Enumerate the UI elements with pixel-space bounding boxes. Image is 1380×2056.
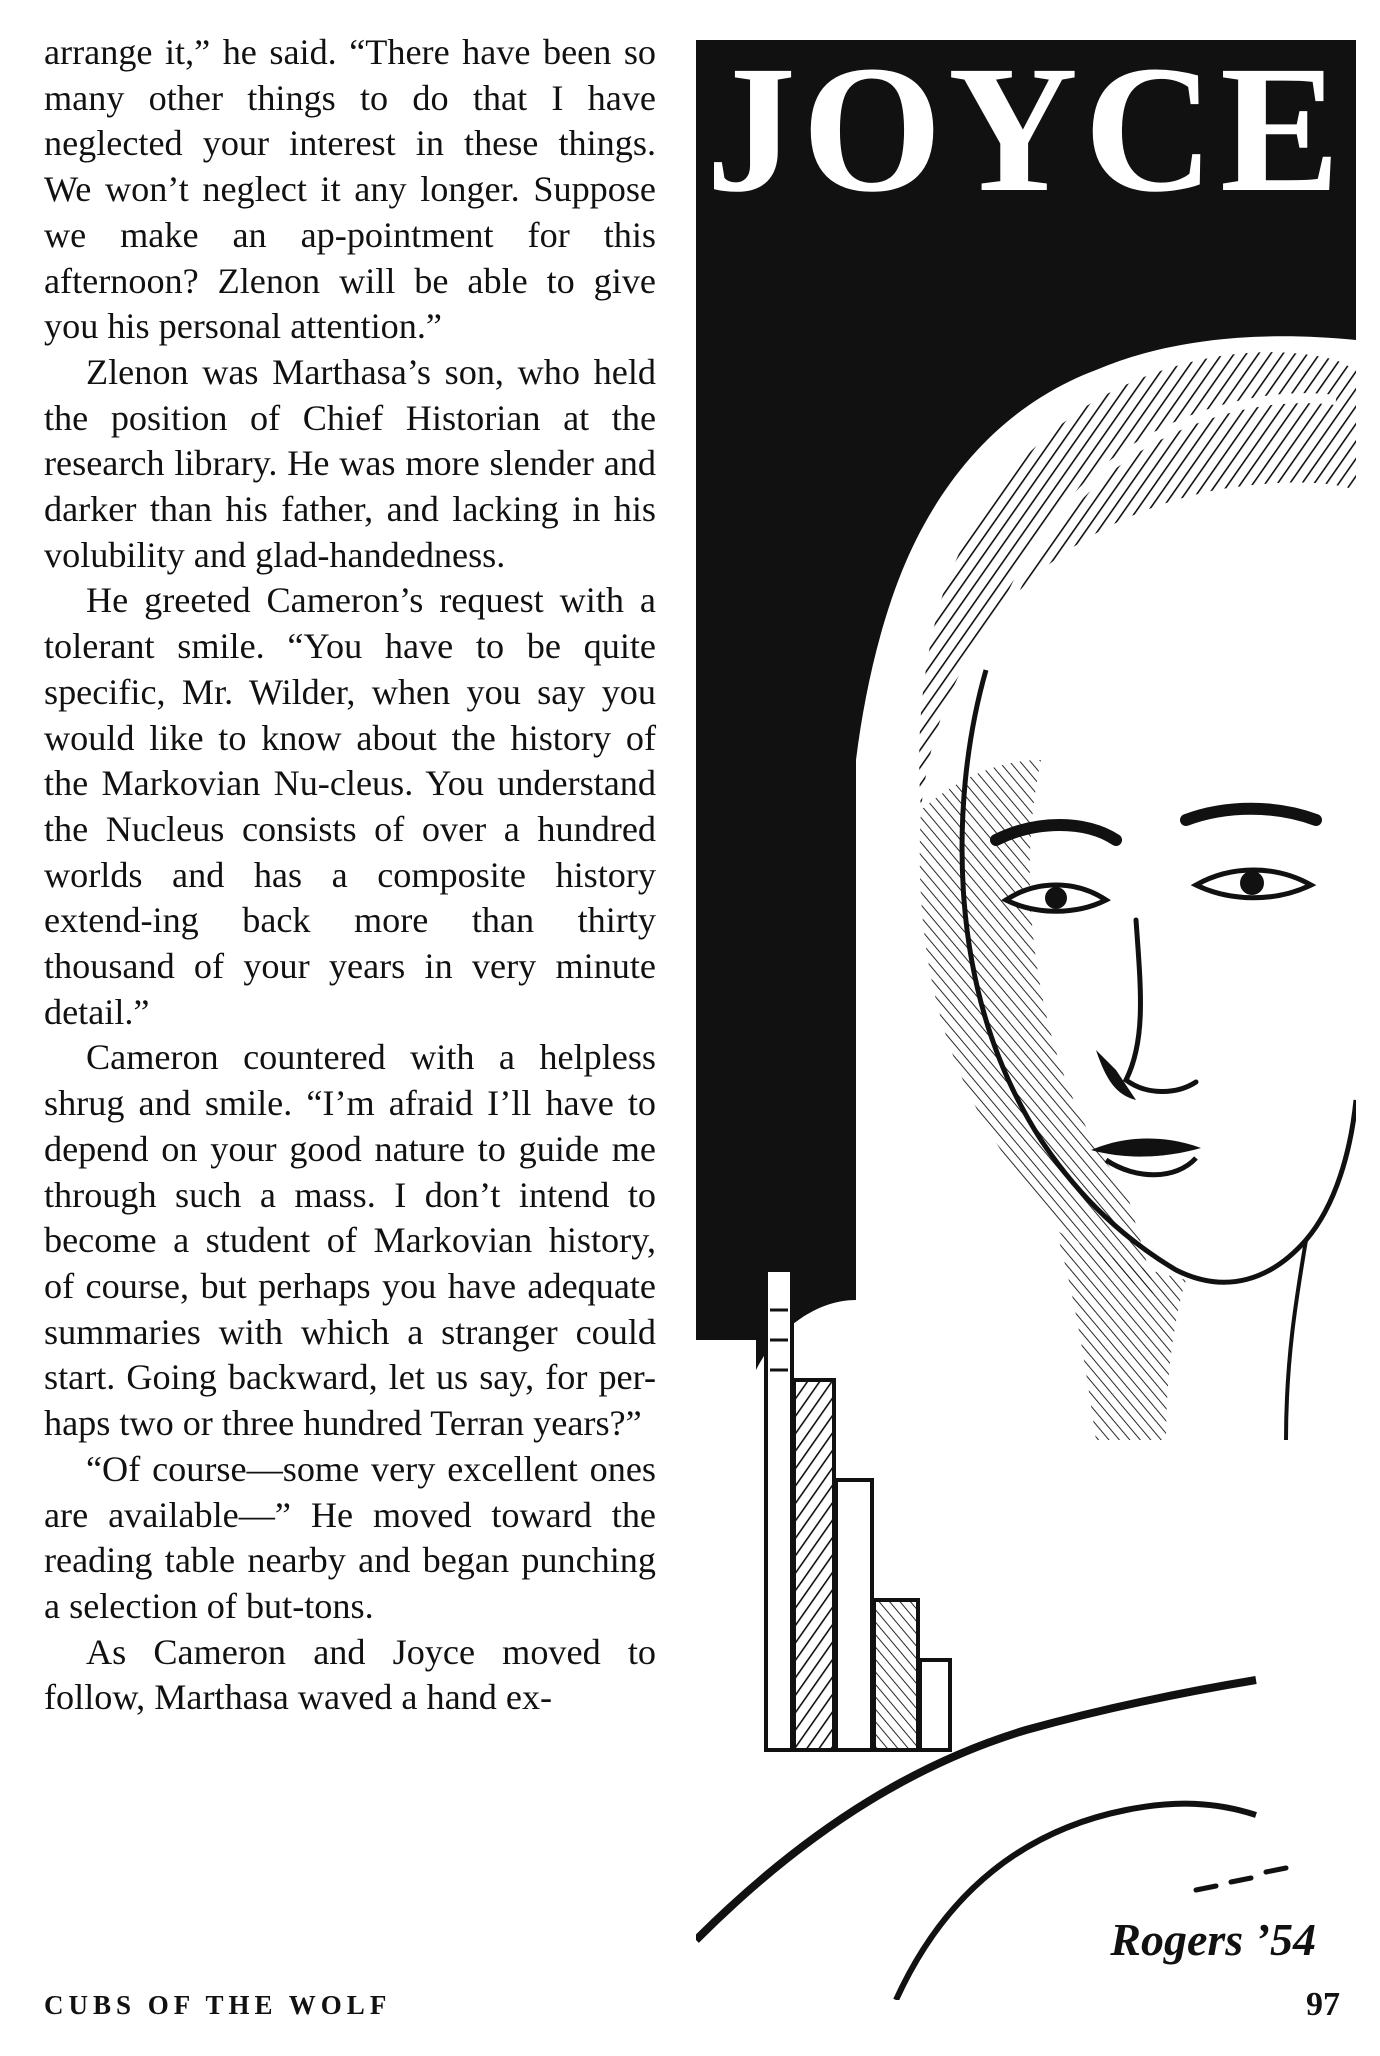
artist-signature: Rogers ’54: [1110, 1914, 1316, 1965]
running-head: CUBS OF THE WOLF: [44, 1990, 392, 2020]
page-number: 97: [1306, 1986, 1340, 2023]
jaw-line-right: [1286, 1240, 1306, 1440]
portrait-drawing: [696, 40, 1356, 2000]
paragraph: He greeted Cameron’s request with a tolerant smile. “You have to be quite specific, Mr. Wilder, when you say you would like to know about the history of the Markovian Nu-cleus. You understand the Nucleus consists of over a hundred worlds and has a composite history extend-ing back more than thirty thousand of your years in very minute detail.”: [44, 580, 656, 1032]
lower-lip: [1106, 1158, 1196, 1175]
paragraph: As Cameron and Joyce moved to follow, Marthasa waved a hand ex-: [44, 1631, 656, 1718]
city-towers: [766, 1270, 950, 1750]
illustration-title: JOYCE: [706, 40, 1346, 230]
paragraph: arrange it,” he said. “There have been so many other things to do that I have neglected your interest in these things. We won’t neglect it any longer. Suppose we make an ap-pointment for this afternoon? Zlenon will be able to give you his personal attention.”: [44, 32, 656, 347]
left-eyebrow: [996, 825, 1116, 840]
page-footer: [44, 1986, 1340, 2034]
upper-lip: [1091, 1138, 1201, 1156]
garment-curve: [896, 1804, 1256, 2000]
garment-dashes: [1196, 1868, 1286, 1890]
paragraph: Cameron countered with a helpless shrug and smile. “I’m afraid I’ll have to depend on your good nature to guide me through such a mass. I don’t intend to become a student of Markovian history, of course, but perhaps you have adequate summaries with which a stranger could start. Going backward, let us say, for per-haps two or three hundred Terran years?”: [44, 1037, 656, 1444]
nose: [1126, 920, 1196, 1092]
left-iris: [1045, 887, 1067, 909]
paragraph: Zlenon was Marthasa’s son, who held the position of Chief Historian at the research library. He was more slender and darker than his father, and lacking in his volubility and glad-handedness.: [44, 351, 656, 575]
story-text-column: [44, 30, 656, 1955]
right-eyebrow: [1186, 809, 1316, 820]
paragraph: “Of course—some very excellent ones are available—” He moved toward the reading table nearby and began punching a selection of but-tons.: [44, 1448, 656, 1626]
joyce-portrait-illustration: [696, 40, 1356, 2000]
right-iris: [1240, 871, 1264, 895]
